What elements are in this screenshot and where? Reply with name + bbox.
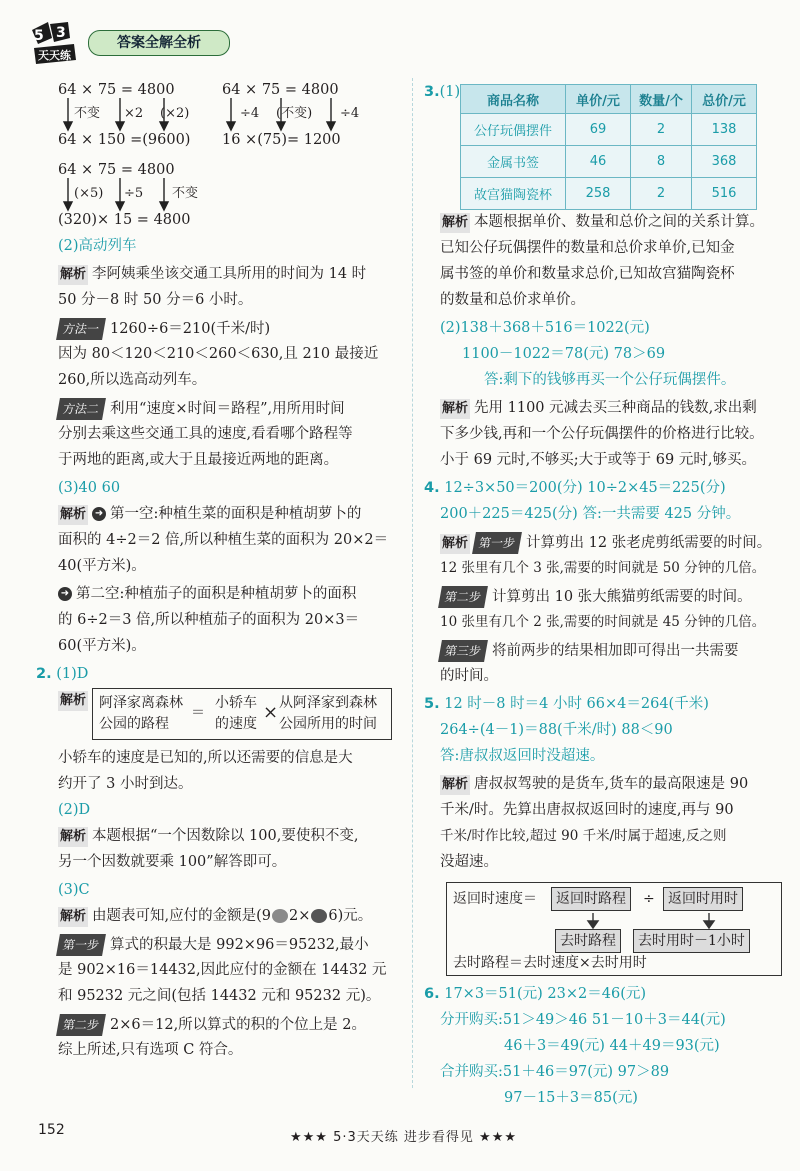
method1-line: 因为 80＜120＜210＜260＜630,且 210 最接近 (58, 346, 379, 362)
method2-line: 利用“速度×时间＝路程”,用所用时间 (110, 401, 345, 417)
q2-3-answer: (3)C (58, 882, 90, 898)
svg-text:天天练: 天天练 (38, 49, 71, 62)
calc3-top: 64 × 75 = 4800 (58, 162, 175, 178)
logo (28, 18, 84, 66)
q3-2-expl: 下多少钱,再和一个公仔玩偶摆件的价格进行比较。 (440, 426, 764, 442)
p3-line: 60(平方米)。 (58, 638, 146, 654)
calc1-op1: 不变 (74, 106, 101, 121)
q3-1-line: 已知公仔玩偶摆件的数量和总价求单价,已知金 (440, 240, 735, 256)
step1-line: 和 95232 元之间(包括 14432 元和 95232 元)。 (58, 988, 381, 1004)
q6-line: 分开购买:51＞49＞46 51－10＋3＝44(元) (440, 1012, 726, 1028)
step2-line: 2×6＝12,所以算式的积的个位上是 2。 (110, 1017, 367, 1033)
p2-line: 50 分－8 时 50 分＝6 小时。 (58, 292, 253, 308)
q2-line: 约开了 3 小时到达。 (58, 776, 193, 792)
jiexi-tag: 解析 (440, 213, 470, 233)
calc1-op3: (×2) (160, 106, 190, 121)
th-name: 商品名称 (461, 85, 566, 114)
q4-step2-line: 计算剪出 10 张大熊猫剪纸需要的时间。 (492, 589, 752, 605)
calc1-top: 64 × 75 = 4800 (58, 82, 175, 98)
method1-tag: 方法一 (56, 318, 106, 340)
q2-number: 2. (36, 666, 52, 682)
q3-1-label: (1) (439, 84, 461, 100)
cell: 金属书签 (461, 146, 566, 178)
q5-expl: 唐叔叔驾驶的是货车,货车的最高限速是 90 (474, 776, 749, 792)
q5-expl: 千米/时作比较,超过 90 千米/时属于超速,反之则 (440, 828, 727, 844)
calc1-bottom: 64 × 150 =(9600) (58, 132, 191, 148)
p2-answer: (2)高动列车 (58, 238, 137, 254)
p3-line: 面积的 4÷2＝2 倍,所以种植生菜的面积为 20×2＝ (58, 532, 389, 548)
method2-line: 分别去乘这些交通工具的速度,看看哪个路程等 (58, 426, 353, 442)
diagram-div: ÷ (643, 891, 655, 907)
svg-text:3: 3 (56, 25, 66, 41)
q5-line: 答:唐叔叔返回时没超速。 (440, 748, 605, 764)
calc2-top: 64 × 75 = 4800 (222, 82, 339, 98)
method2-tag: 方法二 (56, 398, 106, 420)
q3-1-line: 属书签的单价和数量求总价,已知故宫猫陶瓷杯 (440, 266, 735, 282)
q3-1-line: 本题根据单价、数量和总价之间的关系计算。 (474, 214, 765, 230)
cell: 46 (566, 146, 631, 178)
q3-2-line: (2)138＋368＋516＝1022(元) (440, 320, 650, 336)
calc3-op1: (×5) (74, 186, 104, 201)
q5-expl: 没超速。 (440, 854, 498, 870)
formula-b2: 的速度 (215, 716, 257, 732)
step1-line: 是 902×16＝14432,因此应付的金额在 14432 元 (58, 962, 387, 978)
q4-step1-tag: 第一步 (472, 532, 522, 554)
calc3-bottom: (320)× 15 = 4800 (58, 212, 191, 228)
calc2-op3: ÷4 (340, 106, 360, 121)
jiexi-tag: 解析 (440, 399, 470, 419)
formula-box (92, 688, 392, 740)
method1-text: 1260÷6＝210(千米/时) (110, 321, 271, 337)
method1-line: 260,所以选高动列车。 (58, 372, 207, 388)
cell: 2 (631, 114, 692, 146)
q6-line: 17×3＝51(元) 23×2＝46(元) (444, 986, 647, 1002)
arrow-right-icon: ➜ (92, 507, 106, 521)
q4-line: 12÷3×50＝200(分) 10÷2×45＝225(分) (444, 480, 726, 496)
formula-times: × (263, 702, 279, 723)
th-qty: 数量/个 (631, 85, 692, 114)
cell: 258 (566, 178, 631, 210)
calc3-op2: ÷5 (124, 186, 144, 201)
arrow-right-icon: ➜ (58, 587, 72, 601)
cell: 故宫猫陶瓷杯 (461, 178, 566, 210)
q3-2-line: 答:剩下的钱够再买一个公仔玩偶摆件。 (484, 372, 736, 388)
q4-step3-line: 的时间。 (440, 668, 498, 684)
q2-2-line: 另一个因数就要乘 100”解答即可。 (58, 854, 287, 870)
speed-diagram (446, 882, 782, 976)
q2-3-text-b: 2× (289, 908, 311, 924)
formula-a2: 公园的路程 (99, 716, 169, 732)
q2-2-line: 本题根据“一个因数除以 100,要使积不变, (92, 828, 359, 844)
p3-answer: (3)40 60 (58, 480, 121, 496)
calc1-op2: ×2 (124, 106, 144, 121)
step2-line: 综上所述,只有选项 C 符合。 (58, 1042, 243, 1058)
q6-number: 6. (424, 986, 440, 1002)
q4-step1-line: 12 张里有几个 3 张,需要的时间就是 50 分钟的几倍。 (440, 560, 766, 576)
formula-c1: 从阿泽家到森林 (279, 695, 377, 711)
q2-line: 小轿车的速度是已知的,所以还需要的信息是大 (58, 750, 353, 766)
q6-line: 46＋3＝49(元) 44＋49＝93(元) (504, 1038, 720, 1054)
jiexi-tag: 解析 (58, 827, 88, 847)
method2-line: 于两地的距离,或大于且最接近两地的距离。 (58, 452, 339, 468)
jiexi-tag: 解析 (440, 775, 470, 795)
footer-slogan: ★★★ 5·3天天练 进步看得见 ★★★ (290, 1130, 517, 1145)
q5-expl: 千米/时。先算出唐叔叔返回时的速度,再与 90 (440, 802, 734, 818)
cell: 公仔玩偶摆件 (461, 114, 566, 146)
diagram-label1: 返回时速度＝ (453, 891, 537, 907)
q2-1-answer: (1)D (56, 666, 89, 682)
q4-step2-tag: 第二步 (438, 586, 488, 608)
q4-step1-line: 计算剪出 12 张老虎剪纸需要的时间。 (526, 535, 772, 551)
cell: 2 (631, 178, 692, 210)
jiexi-tag: 解析 (58, 505, 88, 525)
p3-line: 第二空:种植茄子的面积是种植胡萝卜的面积 (76, 586, 357, 602)
diagram-box-return-time: 返回时用时 (663, 887, 743, 911)
cell: 8 (631, 146, 692, 178)
formula-b1: 小轿车 (215, 695, 257, 711)
q6-line: 97－15＋3＝85(元) (504, 1090, 638, 1106)
page-number: 152 (38, 1122, 65, 1138)
calc3-op3: 不变 (172, 186, 199, 201)
q5-line: 264÷(4－1)＝88(千米/时) 88＜90 (440, 722, 673, 738)
table-header-row (461, 85, 757, 114)
q5-line: 12 时－8 时＝4 小时 66×4＝264(千米) (444, 696, 709, 712)
cell: 516 (692, 178, 757, 210)
table-row (461, 178, 757, 210)
hidden-digit-blob-icon (272, 909, 288, 923)
step2-tag: 第二步 (56, 1014, 106, 1036)
q2-2-answer: (2)D (58, 802, 91, 818)
formula-a1: 阿泽家离森林 (99, 695, 183, 711)
price-table (460, 84, 757, 210)
calc2-op2: (不变) (276, 106, 313, 121)
step1-tag: 第一步 (56, 934, 106, 956)
diagram-box-return-distance: 返回时路程 (551, 887, 631, 911)
cell: 368 (692, 146, 757, 178)
q4-step3-line: 将前两步的结果相加即可得出一共需要 (492, 643, 739, 659)
jiexi-tag: 解析 (440, 534, 470, 554)
calc2-op1: ÷4 (240, 106, 260, 121)
jiexi-tag: 解析 (58, 907, 88, 927)
q2-3-text-c: 6)元。 (328, 908, 373, 924)
q4-line: 200＋225＝425(分) 答:一共需要 425 分钟。 (440, 506, 741, 522)
p3-line: 第一空:种植生菜的面积是种植胡萝卜的 (110, 506, 362, 522)
q5-number: 5. (424, 696, 440, 712)
table-row (461, 146, 757, 178)
q4-step3-tag: 第三步 (438, 640, 488, 662)
q3-number: 3. (424, 84, 440, 100)
formula-c2: 公园所用的时间 (279, 716, 377, 732)
q2-3-text: 由题表可知,应付的金额是(9 (92, 908, 272, 924)
header-title: 答案全解全析 (88, 30, 230, 56)
heart-blob-icon (311, 909, 327, 923)
q3-1-line: 的数量和总价求单价。 (440, 292, 585, 308)
jiexi-tag: 解析 (58, 265, 88, 285)
q4-step2-line: 10 张里有几个 2 张,需要的时间就是 45 分钟的几倍。 (440, 614, 766, 630)
th-total: 总价/元 (692, 85, 757, 114)
diagram-label2: 去时路程＝去时速度×去时用时 (453, 955, 647, 971)
diagram-box-go-distance: 去时路程 (555, 929, 621, 953)
p3-line: 40(平方米)。 (58, 558, 146, 574)
q3-2-expl: 小于 69 元时,不够买;大于或等于 69 元时,够买。 (440, 452, 756, 468)
q4-number: 4. (424, 480, 440, 496)
jiexi-tag: 解析 (58, 691, 88, 711)
diagram-box-go-time: 去时用时－1小时 (633, 929, 750, 953)
table-row (461, 114, 757, 146)
step1-line: 算式的积最大是 992×96＝95232,最小 (110, 937, 369, 953)
q6-line: 合并购买:51＋46＝97(元) 97＞89 (440, 1064, 670, 1080)
q3-2-line: 1100－1022＝78(元) 78＞69 (462, 346, 666, 362)
cell: 138 (692, 114, 757, 146)
formula-eq: ＝ (191, 705, 205, 721)
p2-line: 李阿姨乘坐该交通工具所用的时间为 14 时 (92, 266, 367, 282)
th-price: 单价/元 (566, 85, 631, 114)
svg-text:5: 5 (34, 28, 44, 44)
column-divider (412, 78, 413, 1088)
q3-2-expl: 先用 1100 元减去买三种商品的钱数,求出剩 (474, 400, 757, 416)
p3-line: 的 6÷2＝3 倍,所以种植茄子的面积为 20×3＝ (58, 612, 360, 628)
calc2-bottom: 16 ×(75)= 1200 (222, 132, 341, 148)
cell: 69 (566, 114, 631, 146)
